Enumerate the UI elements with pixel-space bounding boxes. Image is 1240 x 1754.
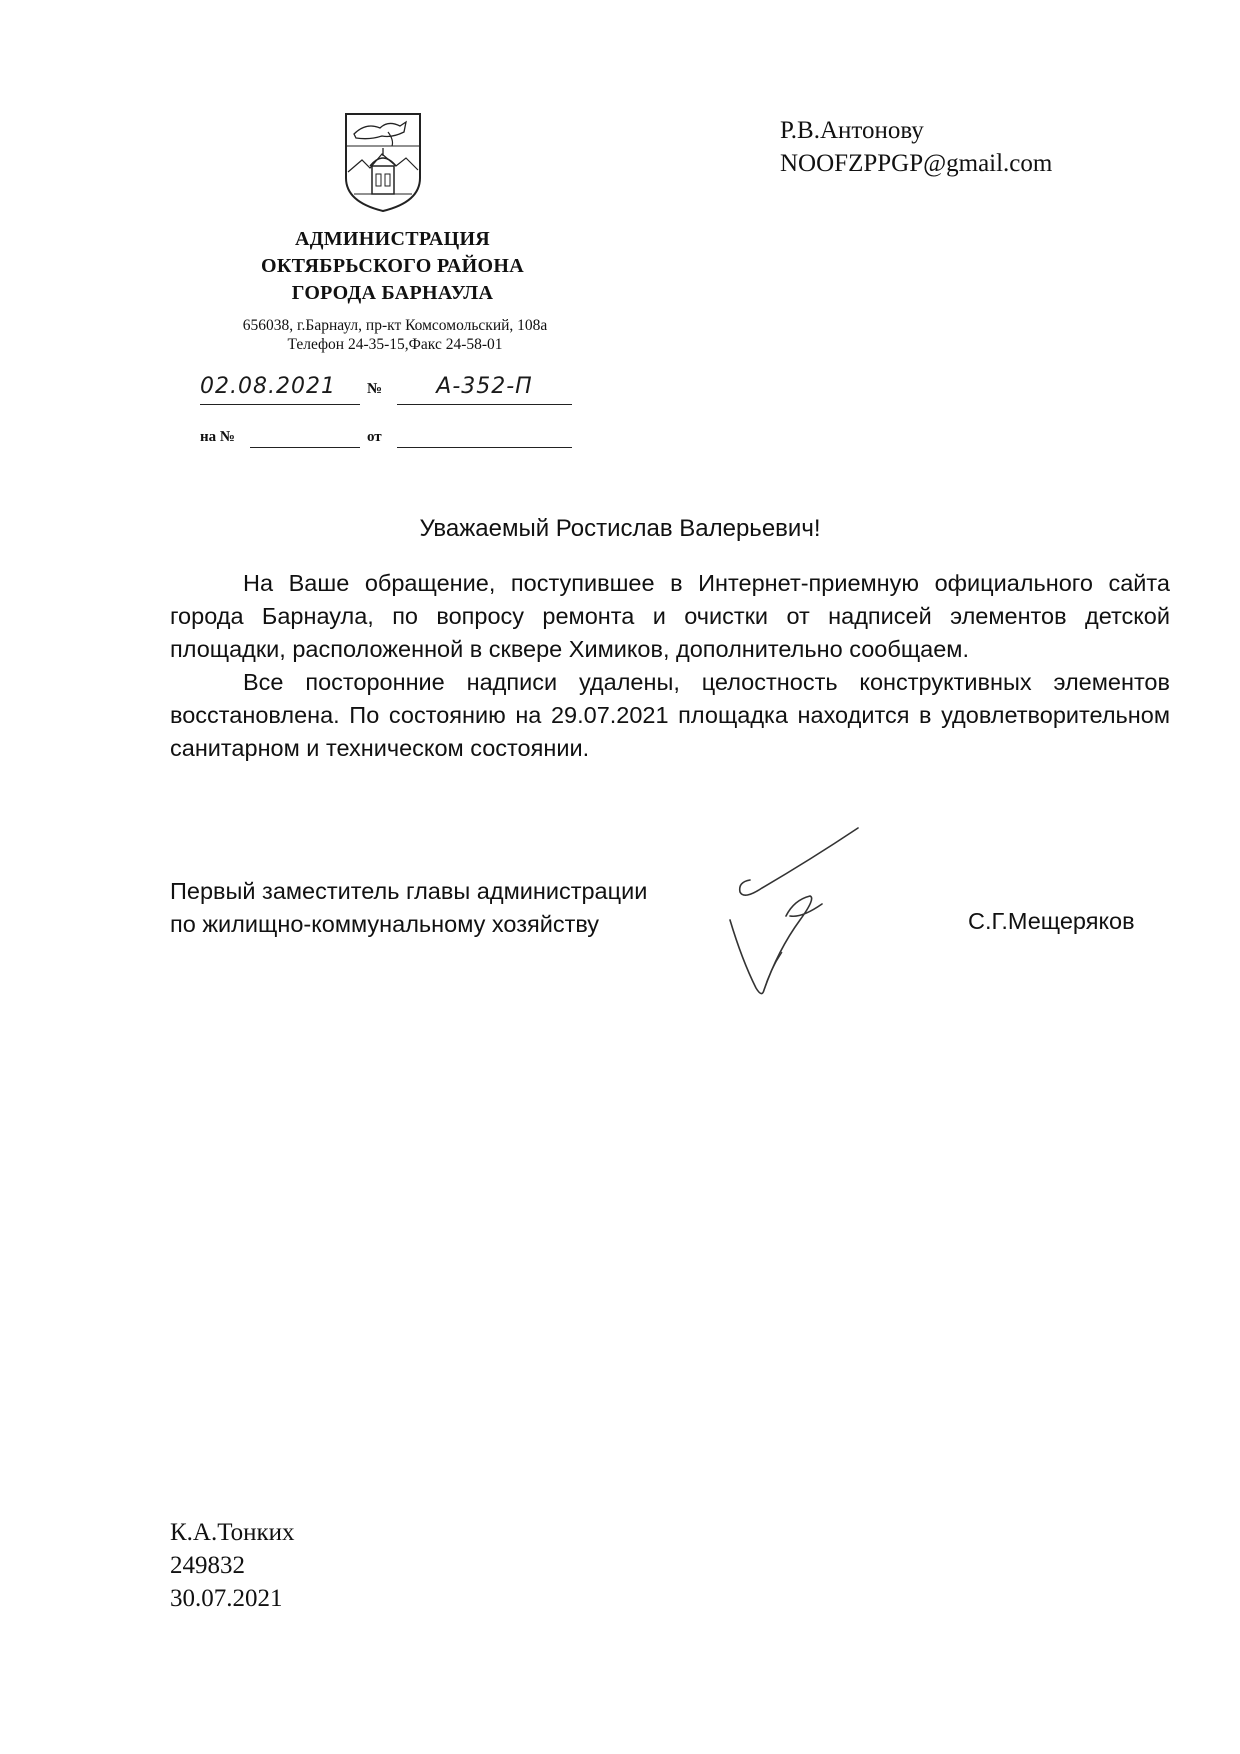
body-paragraph: На Ваше обращение, поступившее в Интернет-приемную официального сайта города Барнаула, по вопросу ремонта и очистки от надписей элементов детской площадки, расположенной в сквере Химиков, дополнительно сообщаем.	[170, 570, 1170, 662]
organization-name	[210, 226, 575, 307]
outgoing-date-field	[200, 374, 360, 405]
ref-date-blank	[397, 433, 572, 448]
handwritten-signature	[690, 820, 920, 1020]
organization-contacts	[190, 316, 600, 354]
ref-from-label: от	[367, 429, 382, 445]
signatory-position	[170, 875, 647, 941]
executor-name: К.А.Тонких	[170, 1519, 295, 1546]
address-line: 656038, г.Барнаул, пр-кт Комсомольский, 108а	[242, 317, 548, 334]
outgoing-number-field	[397, 374, 572, 405]
signatory-name: С.Г.Мещеряков	[968, 908, 1135, 934]
org-line: ОКТЯБРЬСКОГО РАЙОНА	[261, 255, 524, 277]
ref-number-label: на №	[200, 429, 235, 445]
recipient-name: Р.В.Антонову	[780, 117, 924, 144]
executor-phone: 249832	[170, 1552, 245, 1579]
org-line: ГОРОДА БАРНАУЛА	[291, 282, 494, 304]
recipient-block	[780, 114, 1052, 180]
greeting: Уважаемый Ростислав Валерьевич!	[419, 515, 821, 542]
ref-number-blank	[250, 433, 360, 448]
letter-body	[170, 567, 1170, 765]
executor-date: 30.07.2021	[170, 1585, 283, 1612]
recipient-email: NOOFZPPGP@gmail.com	[780, 150, 1053, 177]
outgoing-number: А-352-П	[436, 374, 533, 399]
barnaul-coat-of-arms-icon	[342, 110, 424, 214]
phone-line: Телефон 24-35-15,Факс 24-58-01	[287, 336, 503, 353]
org-line: АДМИНИСТРАЦИЯ	[294, 228, 491, 250]
body-paragraph: Все посторонние надписи удалены, целостность конструктивных элементов восстановлена. По состоянию на 29.07.2021 площадка находится в удовлетворительном санитарном и техническом состоянии.	[170, 669, 1170, 761]
number-label: №	[367, 381, 383, 397]
position-line: по жилищно-коммунальному хозяйству	[170, 911, 600, 937]
executor-block	[170, 1516, 295, 1615]
position-line: Первый заместитель главы администрации	[170, 878, 648, 904]
outgoing-date: 02.08.2021	[200, 374, 336, 399]
